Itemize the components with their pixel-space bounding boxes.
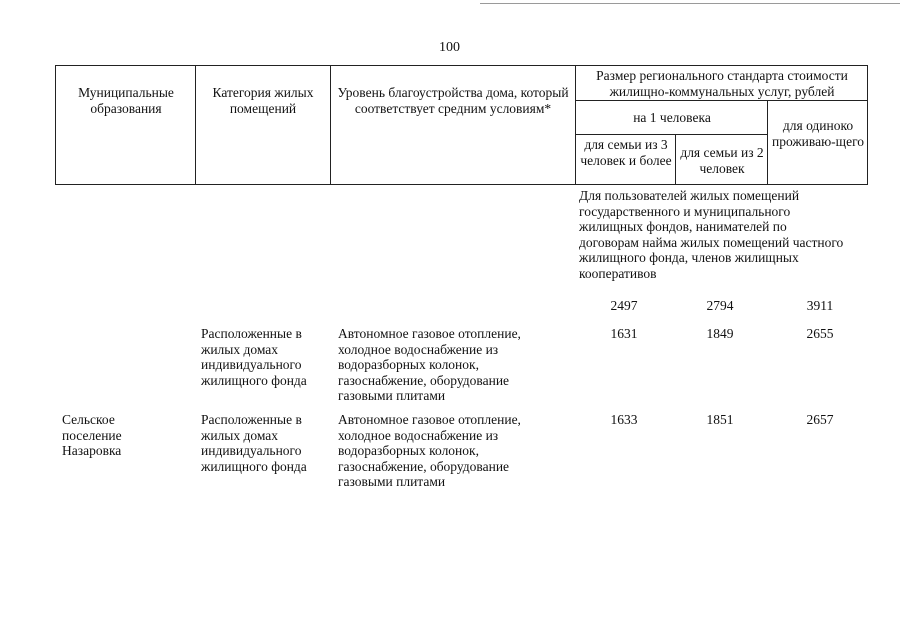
cell-category: Расположенные в жилых домах индивидуального жилищного фонда bbox=[201, 326, 307, 388]
header-divider-4 bbox=[675, 134, 676, 185]
header-category: Категория жилых помещений bbox=[212, 85, 314, 116]
header-level: Уровень благоустройства дома, который соответствует средним условиям* bbox=[337, 85, 569, 116]
value-family-3plus: 1633 bbox=[610, 412, 638, 427]
value-family-2: 1851 bbox=[706, 412, 734, 427]
header-municipality: Муниципальные образования bbox=[78, 85, 174, 116]
header-divider-3 bbox=[575, 65, 576, 185]
header-per-person: на 1 человека bbox=[633, 110, 711, 125]
value-family-2: 2794 bbox=[706, 298, 734, 313]
cell-municipality: Сельское поселение Назаровка bbox=[62, 412, 122, 458]
value-single: 3911 bbox=[806, 298, 834, 313]
header-standard: Размер регионального стандарта стоимости жилищно-коммунальных услуг, рублей bbox=[596, 68, 848, 99]
cell-category: Расположенные в жилых домах индивидуального жилищного фонда bbox=[201, 412, 307, 474]
value-single: 2655 bbox=[806, 326, 834, 341]
section-note: Для пользователей жилых помещений государственного и муниципального жилищных фондов, нанимателей по договорам найма жилых помещений частного жилищного фонда, членов жилищных кооперативов bbox=[579, 188, 844, 281]
header-divider-2 bbox=[330, 65, 331, 185]
value-family-3plus: 1631 bbox=[610, 326, 638, 341]
header-standard-divider bbox=[575, 100, 868, 101]
page-number: 100 bbox=[439, 40, 460, 55]
header-top-border bbox=[55, 65, 868, 66]
header-left-border bbox=[55, 65, 56, 185]
page-top-rule bbox=[480, 3, 900, 4]
value-family-2: 1849 bbox=[706, 326, 734, 341]
header-divider-1 bbox=[195, 65, 196, 185]
header-family-2: для семьи из 2 человек bbox=[680, 145, 764, 176]
value-family-3plus: 2497 bbox=[610, 298, 638, 313]
header-divider-5 bbox=[767, 100, 768, 185]
header-per-person-divider bbox=[575, 134, 767, 135]
header-single: для одиноко проживаю-щего bbox=[771, 118, 865, 149]
header-family-3plus: для семьи из 3 человек и более bbox=[580, 137, 672, 168]
cell-level: Автономное газовое отопление, холодное водоснабжение из водоразборных колонок, газоснабжение, оборудование газовыми плитами bbox=[338, 326, 521, 403]
value-single: 2657 bbox=[806, 412, 834, 427]
cell-level: Автономное газовое отопление, холодное водоснабжение из водоразборных колонок, газоснабжение, оборудование газовыми плитами bbox=[338, 412, 521, 489]
header-bottom-border bbox=[55, 184, 868, 185]
header-right-border bbox=[867, 65, 868, 185]
